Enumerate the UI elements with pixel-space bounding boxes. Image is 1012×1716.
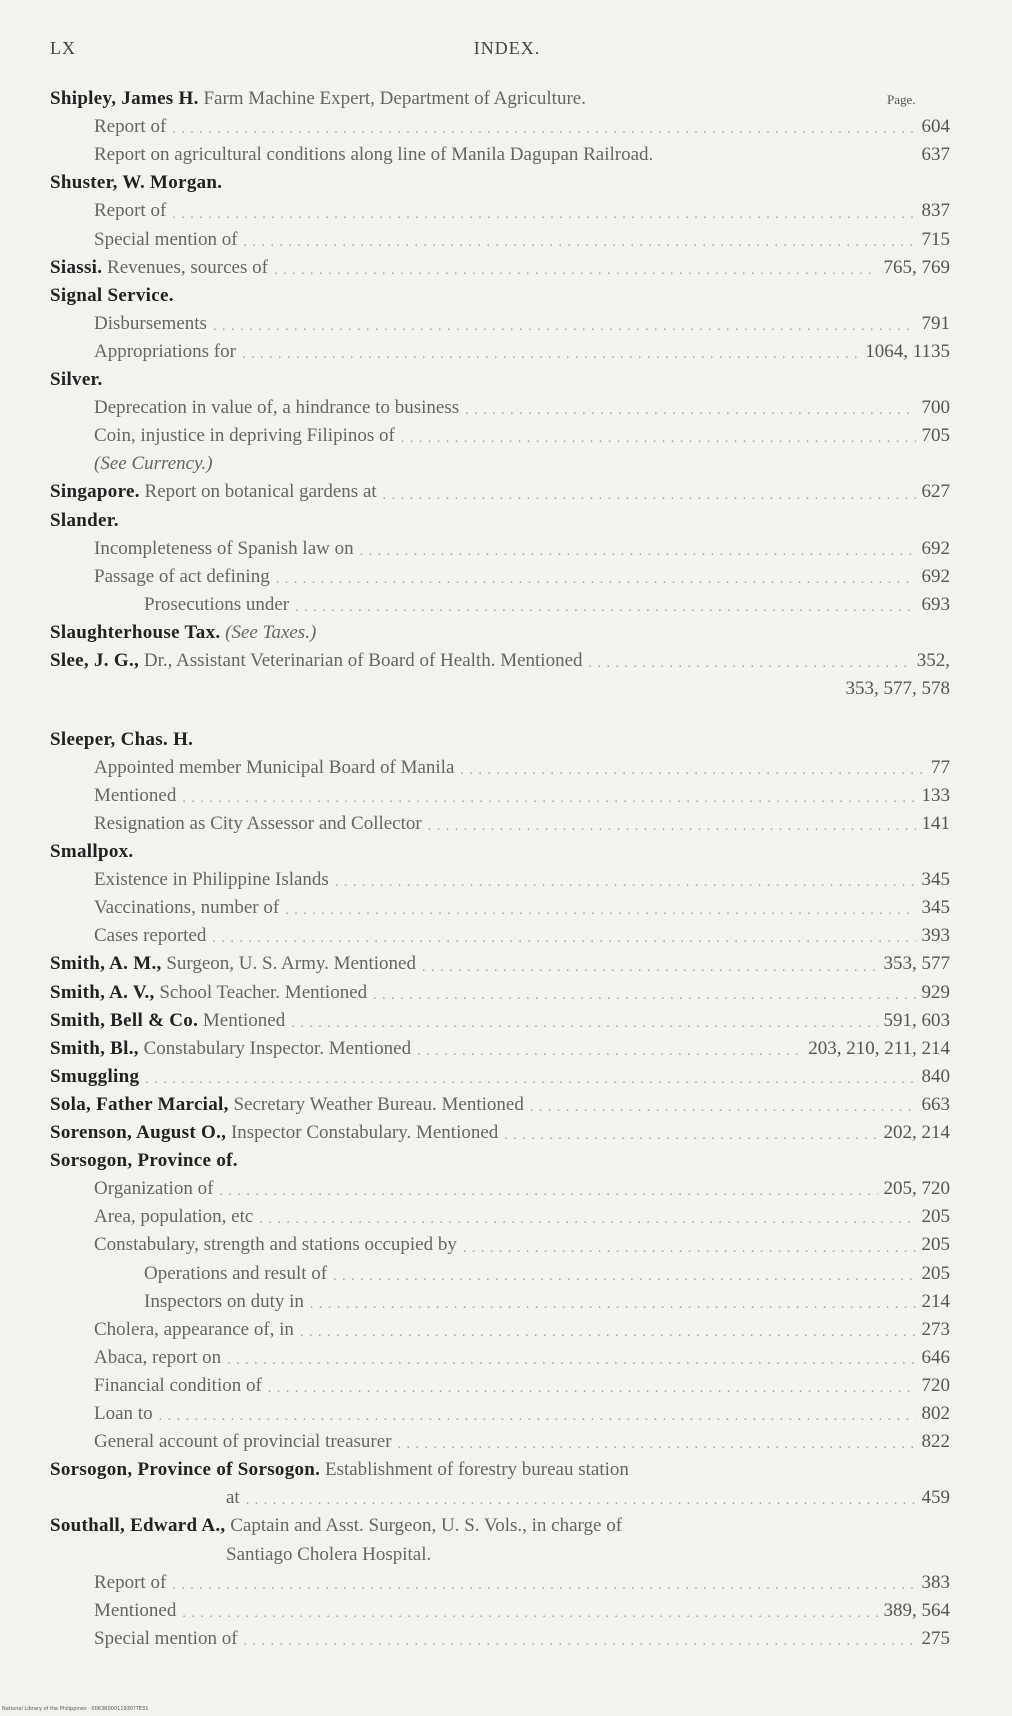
entry-text xyxy=(144,594,289,616)
entry-heading: Sola, Father Marcial, xyxy=(50,1093,229,1115)
page-reference: 353, 577, 578 xyxy=(845,678,950,700)
page-reference: 627 xyxy=(921,481,950,503)
page-header xyxy=(50,38,964,59)
index-heading-entry xyxy=(50,644,950,672)
entry-text xyxy=(94,116,166,138)
entry-description: Vaccinations, number of xyxy=(94,897,280,919)
entry-description: Dr., Assistant Veterinarian of Board of Health. Mentioned xyxy=(139,650,583,671)
entry-description: Special mention of xyxy=(94,228,238,250)
page-reference: 459 xyxy=(921,1487,950,1509)
entry-text xyxy=(50,88,586,110)
page-reference: 663 xyxy=(921,1093,950,1115)
entry-text xyxy=(50,1094,524,1116)
entry-text xyxy=(50,285,174,307)
entry-text xyxy=(94,1403,153,1425)
index-heading-entry xyxy=(50,166,950,194)
dot-leader xyxy=(504,1123,877,1144)
entry-text xyxy=(94,1347,221,1369)
index-heading-entry xyxy=(50,947,950,975)
index-subentry xyxy=(94,1425,950,1453)
entry-text xyxy=(94,1600,176,1622)
page-reference: 353, 577 xyxy=(883,953,950,975)
page-reference: 205, 720 xyxy=(883,1178,950,1200)
entry-description: Farm Machine Expert, Department of Agriculture. xyxy=(198,88,586,109)
index-subentry xyxy=(94,1200,950,1228)
page-reference: 141 xyxy=(921,812,950,834)
entry-description: Cases reported xyxy=(94,925,207,947)
entry-description: Report on botanical gardens at xyxy=(139,481,377,503)
dot-leader xyxy=(213,314,916,335)
page-reference: 345 xyxy=(921,897,950,919)
entry-description: Report of xyxy=(94,1571,167,1593)
dot-leader xyxy=(335,870,916,891)
entry-text xyxy=(50,1515,622,1537)
index-subentry xyxy=(94,307,950,335)
entry-text xyxy=(94,453,213,475)
page-reference: 693 xyxy=(921,593,950,615)
entry-text xyxy=(50,953,416,975)
entry-text xyxy=(94,341,236,363)
page-reference: 389, 564 xyxy=(883,1599,950,1621)
dot-leader xyxy=(417,1039,802,1060)
page-reference: 591, 603 xyxy=(883,1009,950,1031)
page-reference: 205 xyxy=(921,1206,950,1228)
index-subentry xyxy=(94,1397,950,1425)
dot-leader xyxy=(246,1488,916,1509)
entry-description: Deprecation in value of, a hindrance to business xyxy=(94,397,460,419)
entry-heading: Singapore. xyxy=(50,481,140,503)
entry-description: Cholera, appearance of, in xyxy=(94,1318,294,1340)
page-reference: 705 xyxy=(921,425,950,447)
entry-description: Surgeon, U. S. Army. Mentioned xyxy=(161,953,416,975)
page-reference: 802 xyxy=(921,1403,950,1425)
entry-text xyxy=(50,841,133,863)
page-reference: 637 xyxy=(921,144,950,166)
entry-text xyxy=(94,313,207,335)
dot-leader xyxy=(276,567,916,588)
entry-description: Special mention of xyxy=(94,1627,238,1649)
dot-leader xyxy=(145,1067,915,1088)
page-reference: 822 xyxy=(921,1431,950,1453)
index-heading-entry xyxy=(50,279,950,307)
entry-text xyxy=(226,1544,431,1566)
entry-description: Captain and Asst. Surgeon, U. S. Vols., in charge of xyxy=(225,1515,623,1537)
entry-description: Loan to xyxy=(94,1403,153,1425)
index-heading-entry xyxy=(50,251,950,279)
dot-leader xyxy=(383,483,916,504)
entry-text xyxy=(94,1431,392,1453)
entry-heading: Siassi. xyxy=(50,256,103,278)
entry-text xyxy=(94,1206,253,1228)
entry-heading: Smith, A. V., xyxy=(50,981,155,1003)
entry-description: Passage of act defining xyxy=(94,565,270,587)
page-reference: 273 xyxy=(921,1318,950,1340)
entry-text xyxy=(50,1150,238,1172)
entry-text xyxy=(50,172,222,194)
page-reference: 133 xyxy=(921,784,950,806)
index-subentry xyxy=(94,223,950,251)
dot-leader xyxy=(244,1629,916,1650)
entry-description: Report on agricultural conditions along line of Manila Dagupan Railroad. xyxy=(94,144,654,166)
dot-leader xyxy=(310,1292,916,1313)
entry-text xyxy=(94,757,454,779)
entry-description: General account of provincial treasurer xyxy=(94,1431,392,1453)
index-subentry xyxy=(94,447,950,475)
index-subentry xyxy=(94,419,950,447)
entry-text xyxy=(94,1628,238,1650)
index-subentry xyxy=(94,138,950,166)
index-subentry xyxy=(226,1481,950,1509)
entry-text xyxy=(50,481,377,503)
entry-description: Appropriations for xyxy=(94,340,236,362)
entry-text xyxy=(50,1010,285,1032)
dot-leader xyxy=(259,1207,915,1228)
page-number: LX xyxy=(50,38,76,58)
entry-heading: Southall, Edward A., xyxy=(50,1515,226,1537)
entry-text xyxy=(144,1291,304,1313)
entry-heading: Signal Service. xyxy=(50,284,174,306)
index-subentry xyxy=(144,1257,950,1285)
entry-text xyxy=(50,369,103,391)
entry-text xyxy=(50,1459,629,1481)
entry-heading: Smuggling xyxy=(50,1065,140,1087)
dot-leader xyxy=(219,1179,877,1200)
dot-leader xyxy=(291,1011,877,1032)
entry-text xyxy=(94,1234,457,1256)
page-reference: 840 xyxy=(921,1065,950,1087)
dot-leader xyxy=(159,1404,916,1425)
entry-description: Mentioned xyxy=(198,1009,286,1031)
entry-heading: Smith, Bl., xyxy=(50,1037,139,1059)
page-reference: 393 xyxy=(921,925,950,947)
entry-heading: Sleeper, Chas. H. xyxy=(50,728,194,750)
entry-text xyxy=(94,1319,294,1341)
index-heading-entry xyxy=(50,1032,950,1060)
entry-description: Operations and result of xyxy=(144,1262,328,1284)
entry-text xyxy=(94,200,166,222)
entry-text xyxy=(50,650,583,672)
index-subentry xyxy=(94,1172,950,1200)
entry-description: (See Currency.) xyxy=(94,453,213,475)
dot-leader xyxy=(401,426,916,447)
page-title: INDEX. xyxy=(473,38,541,58)
index-subentry xyxy=(94,919,950,947)
entry-description: Inspector Constabulary. Mentioned xyxy=(226,1122,499,1144)
entry-heading: Sorsogon, Province of Sorsogon. xyxy=(50,1459,321,1481)
dot-leader xyxy=(428,814,916,835)
entry-text xyxy=(50,622,316,644)
entry-text xyxy=(94,1572,166,1594)
entry-text xyxy=(50,982,367,1004)
index-subentry xyxy=(94,1369,950,1397)
index-subentry xyxy=(94,1341,950,1369)
index-subentry xyxy=(144,588,950,616)
entry-description: Incompleteness of Spanish law on xyxy=(94,537,354,559)
entry-description: Existence in Philippine Islands xyxy=(94,869,329,891)
entry-description: Resignation as City Assessor and Collector xyxy=(94,812,422,834)
page-reference: 205 xyxy=(921,1262,950,1284)
index-subentry xyxy=(94,194,950,222)
entry-text xyxy=(50,257,268,279)
page-reference: 345 xyxy=(921,869,950,891)
dot-leader xyxy=(530,1095,916,1116)
entry-description: (See Taxes.) xyxy=(220,621,317,643)
entry-text xyxy=(94,425,395,447)
entry-description: Mentioned xyxy=(94,1599,177,1621)
dot-leader xyxy=(268,1376,916,1397)
entry-text xyxy=(50,1066,139,1088)
index-heading-entry xyxy=(50,1088,950,1116)
page-reference: 383 xyxy=(921,1571,950,1593)
entry-description: School Teacher. Mentioned xyxy=(154,981,368,1003)
entry-text xyxy=(94,1375,262,1397)
entry-description: Constabulary Inspector. Mentioned xyxy=(138,1037,412,1059)
footer-credit: National Library of the Philippines · 0063R00011930?7E31 xyxy=(2,1706,149,1712)
entry-heading: Sorenson, August O., xyxy=(50,1122,227,1144)
entry-description: Coin, injustice in depriving Filipinos of xyxy=(94,425,395,447)
dot-leader xyxy=(244,230,916,251)
page-reference: 1064, 1135 xyxy=(865,340,950,362)
entry-text xyxy=(94,785,176,807)
entry-description: Establishment of forestry bureau station xyxy=(320,1459,629,1481)
dot-leader xyxy=(463,1236,916,1257)
page-reference: 352, xyxy=(916,650,950,671)
entry-text xyxy=(144,1263,327,1285)
index-subentry xyxy=(94,807,950,835)
index-heading-entry xyxy=(50,1509,950,1537)
entry-text xyxy=(50,1122,498,1144)
dot-leader xyxy=(285,898,915,919)
entry-text xyxy=(94,397,459,419)
index-subentry xyxy=(94,532,950,560)
index-heading-entry xyxy=(50,976,950,1004)
entry-text xyxy=(94,144,653,166)
entry-description: Appointed member Municipal Board of Manila xyxy=(94,756,455,778)
dot-leader xyxy=(360,539,916,560)
page-reference: 715 xyxy=(921,228,950,250)
entry-description: Revenues, sources of xyxy=(102,256,268,278)
page-reference: 692 xyxy=(921,537,950,559)
index-heading-entry xyxy=(50,723,950,751)
index-heading-entry xyxy=(50,1004,950,1032)
index-heading-entry xyxy=(50,616,950,644)
entry-heading: Smith, A. M., xyxy=(50,953,162,975)
entry-description: Report of xyxy=(94,200,167,222)
index-heading-entry xyxy=(50,1060,950,1088)
page-reference: 791 xyxy=(921,312,950,334)
index-subentry xyxy=(94,1313,950,1341)
entry-description: at xyxy=(226,1487,240,1509)
entry-description: Organization of xyxy=(94,1178,214,1200)
entry-heading: Silver. xyxy=(50,369,103,390)
index-heading-entry xyxy=(50,1144,950,1172)
entry-heading: Shuster, W. Morgan. xyxy=(50,172,223,194)
entry-description: Financial condition of xyxy=(94,1374,262,1396)
dot-leader xyxy=(274,258,878,279)
index-heading-entry xyxy=(50,475,950,503)
entry-description: Secretary Weather Bureau. Mentioned xyxy=(228,1093,524,1115)
entry-description: Mentioned xyxy=(94,784,177,806)
page-reference: 692 xyxy=(921,565,950,587)
index-heading-entry xyxy=(50,363,950,391)
entry-description: Prosecutions under xyxy=(144,593,290,615)
index-subentry xyxy=(94,335,950,363)
page-reference: 202, 214 xyxy=(883,1122,950,1144)
entry-description: Santiago Cholera Hospital. xyxy=(226,1543,432,1565)
entry-heading: Slaughterhouse Tax. xyxy=(50,621,221,643)
page-reference: 77 xyxy=(931,756,950,778)
page-reference: 646 xyxy=(921,1346,950,1368)
page-reference: 205 xyxy=(921,1234,950,1256)
page-reference: 837 xyxy=(921,200,950,222)
entry-heading: Sorsogon, Province of. xyxy=(50,1150,238,1172)
page-reference: 604 xyxy=(921,116,950,138)
dot-leader xyxy=(422,955,878,976)
page-reference: 214 xyxy=(921,1290,950,1312)
entry-heading: Smith, Bell & Co. xyxy=(50,1009,199,1031)
entry-description: Inspectors on duty in xyxy=(144,1290,304,1312)
page-column-label: Page. xyxy=(887,92,916,107)
page-reference: 765, 769 xyxy=(883,256,950,278)
index-subentry xyxy=(94,891,950,919)
index-subentry xyxy=(226,1538,950,1566)
dot-leader xyxy=(227,1348,915,1369)
page-reference: 203, 210, 211, 214 xyxy=(808,1037,950,1059)
entry-text xyxy=(94,538,354,560)
entry-text xyxy=(94,1178,213,1200)
dot-leader xyxy=(460,758,925,779)
index-subentry xyxy=(144,1285,950,1313)
dot-leader xyxy=(242,342,859,363)
dot-leader xyxy=(172,117,915,138)
page-reference: 700 xyxy=(921,397,950,419)
entry-text xyxy=(226,1487,240,1509)
entry-text xyxy=(94,229,238,251)
entry-text xyxy=(94,566,270,588)
index-subentry xyxy=(820,672,950,700)
index-heading-entry xyxy=(50,1116,950,1144)
dot-leader xyxy=(172,1573,915,1594)
entry-text xyxy=(50,729,193,751)
entry-text xyxy=(50,510,119,532)
page-reference: 720 xyxy=(921,1374,950,1396)
dot-leader xyxy=(172,202,915,223)
index-subentry xyxy=(94,110,950,138)
entry-description: Area, population, etc xyxy=(94,1206,254,1228)
index-subentry xyxy=(94,1228,950,1256)
dot-leader xyxy=(373,983,915,1004)
entry-text xyxy=(94,897,279,919)
index-heading-entry xyxy=(50,1453,950,1481)
entry-heading: Smallpox. xyxy=(50,841,134,863)
entry-text xyxy=(94,813,422,835)
entry-description: Disbursements xyxy=(94,312,207,334)
entry-heading: Slee, J. G., xyxy=(50,650,140,671)
dot-leader xyxy=(398,1432,916,1453)
dot-leader xyxy=(182,786,915,807)
dot-leader xyxy=(333,1264,915,1285)
index-heading-entry xyxy=(50,835,950,863)
entry-description: Report of xyxy=(94,116,167,138)
entry-description: Abaca, report on xyxy=(94,1346,222,1368)
dot-leader xyxy=(212,926,915,947)
index-subentry xyxy=(94,1622,950,1650)
index-subentry xyxy=(94,863,950,891)
dot-leader xyxy=(182,1601,877,1622)
entry-description: Constabulary, strength and stations occupied by xyxy=(94,1234,457,1256)
dot-leader xyxy=(295,595,915,616)
index-heading-entry xyxy=(50,82,950,110)
page-reference: 929 xyxy=(921,981,950,1003)
dot-leader xyxy=(589,651,911,672)
entry-heading: Slander. xyxy=(50,509,119,531)
dot-leader xyxy=(300,1320,916,1341)
entry-heading: Shipley, James H. xyxy=(50,88,199,109)
index-heading-entry xyxy=(50,504,950,532)
index-subentry xyxy=(94,1594,950,1622)
page-reference: 275 xyxy=(921,1627,950,1649)
index-subentry xyxy=(94,779,950,807)
index-subentry xyxy=(94,560,950,588)
entry-text xyxy=(94,869,329,891)
entry-text xyxy=(94,925,206,947)
index-subentry xyxy=(94,1566,950,1594)
index-subentry xyxy=(94,391,950,419)
entry-text xyxy=(50,1038,411,1060)
dot-leader xyxy=(465,398,915,419)
index-subentry xyxy=(94,751,950,779)
